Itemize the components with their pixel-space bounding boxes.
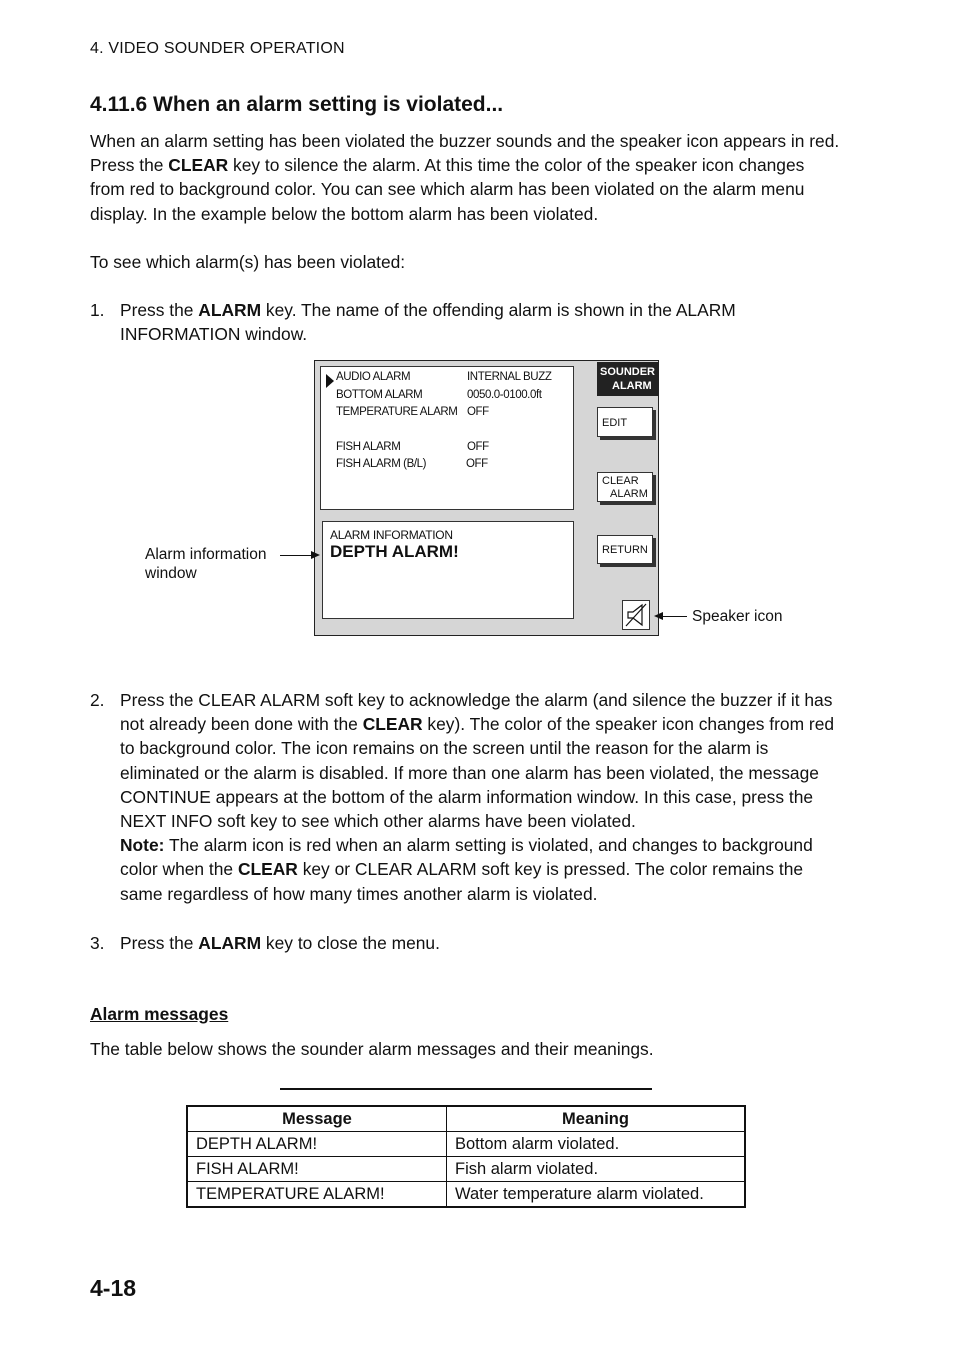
info-message: DEPTH ALARM! [330, 542, 459, 561]
intro-paragraph: When an alarm setting has been violated the buzzer sounds and the speaker icon appears in red. Press the CLEAR key to silence the alarm. At this time the color of the speaker icon changes from red to background color. You can see which alarm has been violated on the alarm menu display. In the example below the bottom alarm has been violated. [90, 131, 840, 224]
alarm-menu [320, 366, 574, 510]
table-row [187, 1157, 745, 1182]
edit-softkey[interactable]: EDIT [597, 407, 653, 437]
menu-value: OFF [467, 441, 489, 453]
cursor-arrow-icon [326, 374, 334, 388]
step-1: 1. Press the ALARM key. The name of the offending alarm is shown in the ALARM INFORMATION window. [90, 300, 736, 345]
table-cell: DEPTH ALARM! [187, 1132, 447, 1157]
table-row [187, 1132, 745, 1157]
table-intro: The table below shows the sounder alarm messages and their meanings. [90, 1039, 654, 1059]
info-title: ALARM INFORMATION [330, 528, 453, 542]
note-label: Note: [120, 835, 165, 856]
clear-alarm-softkey[interactable]: CLEAR ALARM [597, 472, 653, 502]
step-2: 2. Press the CLEAR ALARM soft key to acknowledge the alarm (and silence the buzzer if it has not already been done with the CLEAR key). The color of the speaker icon changes from red to background color. The icon remains on the screen until the reason for the alarm is eliminated or the alarm is disabled. If more than one alarm has been violated, the message CONTINUE appears at the bottom of the alarm information window. In this case, press the NEXT INFO soft key to see which other alarms have been violated. Note: The alarm icon is red when an alarm setting is violated, and changes to background color when the CLEAR key or CLEAR ALARM soft key is pressed. The color remains the same regardless of how many times another alarm is violated. [90, 690, 835, 904]
menu-label[interactable]: TEMPERATURE ALARM [336, 406, 458, 418]
table-cell: Water temperature alarm violated. [447, 1182, 746, 1208]
menu-label[interactable]: AUDIO ALARM [336, 371, 411, 383]
menu-label[interactable]: FISH ALARM [336, 441, 401, 453]
alarm-messages-heading: Alarm messages [90, 1004, 229, 1024]
arrow-right-icon [311, 551, 320, 559]
alarm-information-window [322, 521, 574, 619]
menu-label[interactable]: BOTTOM ALARM [336, 389, 423, 401]
table-cell: Fish alarm violated. [447, 1157, 746, 1182]
table-cell: FISH ALARM! [187, 1157, 447, 1182]
to-see-text: To see which alarm(s) has been violated: [90, 252, 406, 272]
callout-speaker: Speaker icon [692, 608, 783, 625]
menu-label[interactable]: FISH ALARM (B/L) [336, 458, 427, 470]
callout-arrow-line [280, 555, 312, 556]
alarm-messages-table [186, 1105, 746, 1208]
clear-key-ref: CLEAR [168, 155, 229, 176]
table-header-row [187, 1106, 745, 1132]
menu-value: OFF [467, 406, 489, 418]
menu-value: 0050.0-0100.0ft [467, 389, 542, 401]
callout-alarm-info: Alarm information window [145, 546, 267, 582]
table-row [187, 1182, 745, 1208]
menu-value: OFF [466, 458, 488, 470]
menu-value: INTERNAL BUZZ [467, 371, 552, 383]
page-number: 4-18 [90, 1275, 137, 1301]
table-cell: Bottom alarm violated. [447, 1132, 746, 1157]
running-header: 4. VIDEO SOUNDER OPERATION [90, 40, 345, 57]
table-cell: TEMPERATURE ALARM! [187, 1182, 447, 1208]
column-header: Message [187, 1106, 447, 1132]
divider [280, 1088, 652, 1090]
softbar-title: SOUNDER ALARM [597, 362, 659, 396]
step-3: 3. Press the ALARM key to close the menu. [90, 933, 440, 953]
column-header: Meaning [447, 1106, 746, 1132]
return-softkey[interactable]: RETURN [597, 535, 653, 564]
section-title: 4.11.6 When an alarm setting is violated... [90, 93, 504, 116]
speaker-icon [622, 600, 650, 630]
callout-arrow-line [660, 616, 687, 617]
